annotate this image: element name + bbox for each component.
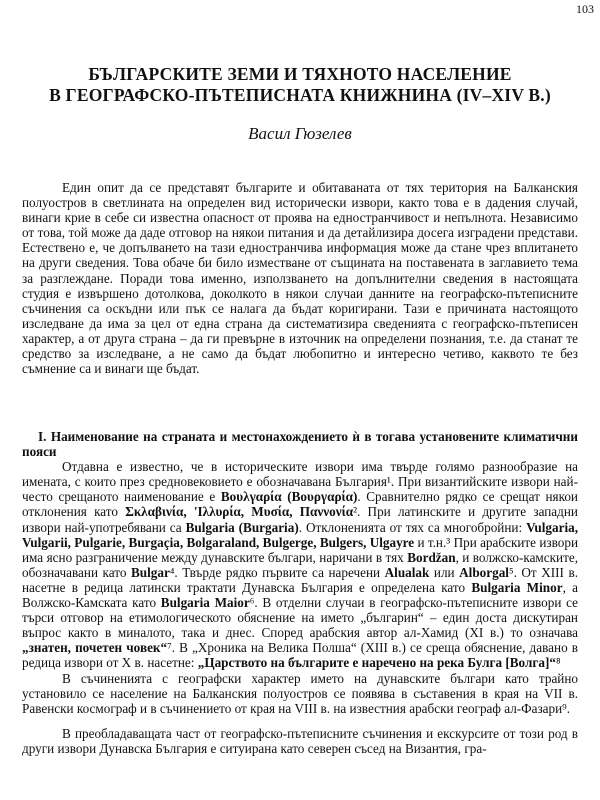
text-run: , а Волжско-Камската като <box>22 579 578 611</box>
quote-kingdom: „Царството на българите е наречено на река Булга [Волга]“ <box>197 655 556 671</box>
intro-section <box>22 180 578 376</box>
text-run: ⁶. В отделни случаи в географско-пътеписните извори се търси отговор на етимологическото обяснение на името „българин“ – един доста дискутиран въпрос както в миналото, така и днес. Според арабския автор ал-Хамид (XI в.) то означава <box>22 595 578 641</box>
article-title <box>0 64 600 106</box>
text-run: ⁵. От XIII в. насетне в редица латински трактати Дунавска България е определена като <box>22 564 578 595</box>
term-greek-bulgaria: Βουλγαρία (Βουργαρία) <box>220 489 358 505</box>
section-heading: I. Наименование на страната и местонахождението ѝ в тогава установените климатични пояси <box>22 429 578 460</box>
term-bulgaria-maior: Bulgaria Maior <box>160 595 250 611</box>
term-alualak: Alualak <box>384 564 430 580</box>
page-number: 103 <box>576 2 594 16</box>
text-run: , и волжско-камските, обозначавани като <box>22 549 579 580</box>
intro-paragraph: Един опит да се представят българите и обитаваната от тях територия на Балканския полуостров в светлината на определен вид исторически извори, както това е в дадения случай, винаги крие в себе си известна опасност от проява на едностранчивост и непълнота. Независимо от това, той може да даде отговор на някои питания и да детайлизира досега изградени представи. Естествено е, че допълването на тази едностранчива информация може да стане чрез вплитането на други сведения. Това обаче би било изместване от същината на поставената в заглавието тема за разглеждане. Поради това именно, използването на допълнителни сведения в настоящата студия е извършено дотолкова, доколкото в някои случаи данните на географско-пътеписните съчинения са оскъдни или пък се налага да бъдат коригирани. Тази е причината настоящото изследване да има за цел от една страна да систематизира сведенията с географско-пътеписен характер, а от друга страна – да ги превърне в източник на определени познания, т.е. да станат те средство за изследване, а не само да бъдат любопитно и интересно четиво, каквото те без съмнение са и винаги ще бъдат. <box>22 180 578 377</box>
term-bordzan: Bordžan <box>407 549 456 565</box>
text-run: ⁸ <box>555 655 561 671</box>
term-greek-variants: Σκλαβινία, 'Ιλλυρία, Μυσία, Παννονία <box>125 504 354 520</box>
term-latin-bulgaria: Bulgaria (Burgaria) <box>185 519 299 535</box>
section-1 <box>22 429 578 756</box>
text-run: ⁷. В „Хроника на Велика Полша“ (XIII в.) се среща обяснение, давано в редица извори от Х в. насетне: <box>22 640 579 671</box>
term-bulgar: Bulgar <box>130 564 170 580</box>
paragraph-location: В преобладаващата част от географско-пътеписните съчинения и екскурсите от този род в други извори Дунавска България е ситуирана като северен съсед на Византия, гра- <box>22 725 578 756</box>
text-run: Отдавна е известно, че в историческите извори има твърде голямо разнообразие на имената, с които през средновековието е обозначавана България¹. При византийските извори най-често срещаното наименование е <box>22 459 578 505</box>
term-alborgal: Alborgal <box>459 564 509 580</box>
term-latin-variants: Vulgaria, Vulgarii, Pulgarie, Burgaçia, Bolgaraland, Bulgerge, Bulgers, Ulgayre <box>22 519 578 550</box>
paragraph-geographic-works: В съчиненията с географски характер името на дунавските българи като трайно установило се население на Балканския полуостров се появява в съставения в края на VII в. Равенски космограф и в съчинението от края на VIII в. на известния арабски географ ал-Фазари⁹. <box>22 670 578 716</box>
text-run: или <box>429 564 460 580</box>
text-run: ². При латинските и другите западни извори най-употребявани са <box>22 504 578 535</box>
title-line-1: БЪЛГАРСКИТЕ ЗЕМИ И ТЯХНОТО НАСЕЛЕНИЕ <box>88 64 512 84</box>
text-run: ⁴. Твърде рядко първите са наречени <box>169 564 385 580</box>
title-line-2: В ГЕОГРАФСКО-ПЪТЕПИСНАТА КНИЖНИНА (IV–XIV В.) <box>49 85 551 105</box>
text-run: . Отклоненията от тях са многобройни: <box>298 519 527 535</box>
text-run: . Сравнително рядко се срещат някои отклонения като <box>22 489 578 520</box>
text-run: и т.н.³ При арабските извори има ясно разграничение между дунавските българи, наричани в тях <box>22 534 578 565</box>
author-name: Васил Гюзелев <box>248 124 352 143</box>
term-bulgaria-minor: Bulgaria Minor <box>471 579 563 595</box>
quote-noble-man: „знатен, почетен човек“ <box>22 640 168 656</box>
paragraph-names <box>22 459 578 670</box>
